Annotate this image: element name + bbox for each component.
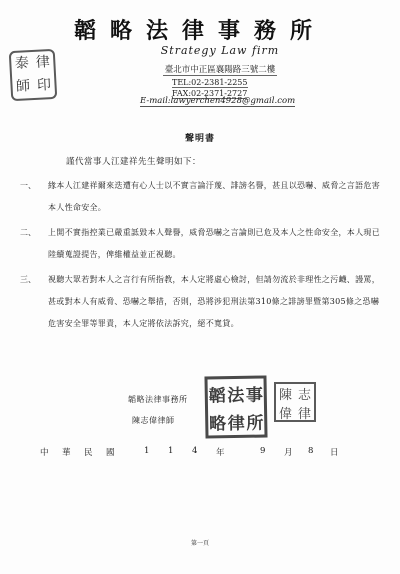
document-title: 聲明書 bbox=[184, 134, 215, 144]
date-part: 日 bbox=[330, 448, 339, 458]
statement-item bbox=[20, 222, 382, 266]
statement-item bbox=[20, 269, 382, 335]
fax-number: FAX:02-2371-2727 bbox=[172, 89, 248, 98]
letterhead-info bbox=[100, 44, 340, 100]
seal-char: 志 bbox=[297, 388, 311, 403]
date-part: 年 bbox=[216, 448, 225, 458]
seal-char: 律 bbox=[297, 407, 311, 422]
date-part: 國 bbox=[106, 448, 115, 458]
firm-address: 臺北市中正區襄陽路三號二樓 bbox=[164, 65, 276, 75]
seal-char: 韜 bbox=[208, 385, 226, 406]
page-number: 第一頁 bbox=[190, 540, 209, 547]
header-seal-char: 師 bbox=[15, 78, 31, 95]
seal-char: 法 bbox=[227, 385, 245, 406]
header-seal-char: 泰 bbox=[14, 55, 30, 72]
item-number: 二、 bbox=[20, 228, 36, 237]
date-part: 中 bbox=[40, 448, 49, 458]
firm-seal-stamp bbox=[204, 375, 267, 438]
date-part: 9 bbox=[260, 446, 266, 456]
seal-char: 所 bbox=[246, 413, 264, 434]
firm-name-english: Strategy Law firm bbox=[160, 44, 280, 57]
seal-char: 事 bbox=[245, 385, 264, 406]
date-part: 4 bbox=[192, 446, 198, 456]
header-seal-char: 律 bbox=[35, 54, 51, 71]
intro-line: 謹代當事人江建祥先生聲明如下： bbox=[66, 157, 202, 167]
header-seal-stamp bbox=[9, 49, 58, 101]
date-part: 民 bbox=[84, 448, 93, 458]
date-part: 月 bbox=[284, 448, 293, 458]
header-seal-char: 印 bbox=[36, 77, 52, 94]
tel-number: TEL:02-2381-2255 bbox=[172, 78, 248, 87]
date-part: 1 bbox=[144, 446, 150, 456]
signature-lawyer: 陳志偉律師 bbox=[132, 416, 175, 425]
item-text: 視聽大眾若對本人之言行有所指教，本人定將虛心檢討，但請勿流於非理性之污衊、謾罵，甚或對本人有威脅、恐嚇之舉措，否則，恐將涉犯刑法第310條之誹謗罪暨第305條之恐嚇危害安全罪等罪責，本人定將依法訴究，絕不寬貸。 bbox=[48, 275, 380, 328]
item-text: 緣本人江建祥爾來迭遭有心人士以不實言論汙蔑、誹謗名譽，甚且以恐嚇、威脅之言語危害本人性命安全。 bbox=[48, 181, 380, 212]
seal-char: 律 bbox=[227, 413, 245, 434]
seal-char: 略 bbox=[208, 413, 227, 434]
seal-char: 陳 bbox=[278, 388, 292, 403]
item-number: 三、 bbox=[20, 275, 36, 284]
lawyer-seal-stamp bbox=[274, 382, 316, 422]
date-part: 華 bbox=[62, 448, 71, 458]
item-text: 上開不實指控業已嚴重詆毀本人聲譽，威脅恐嚇之言論則已危及本人之性命安全，本人現已陸續蒐證提告，俾維權益並正視聽。 bbox=[48, 228, 380, 259]
signature-firm: 韜略法律事務所 bbox=[128, 395, 188, 404]
item-number: 一、 bbox=[20, 181, 36, 190]
date-part: 1 bbox=[168, 446, 174, 456]
date-part: 8 bbox=[308, 446, 314, 456]
seal-char: 偉 bbox=[278, 407, 292, 422]
email-address: E-mail:lawyerchen4928@gmail.com bbox=[140, 96, 296, 106]
statement-item bbox=[20, 175, 382, 219]
firm-name: 韜略法律事務所 bbox=[73, 18, 326, 44]
